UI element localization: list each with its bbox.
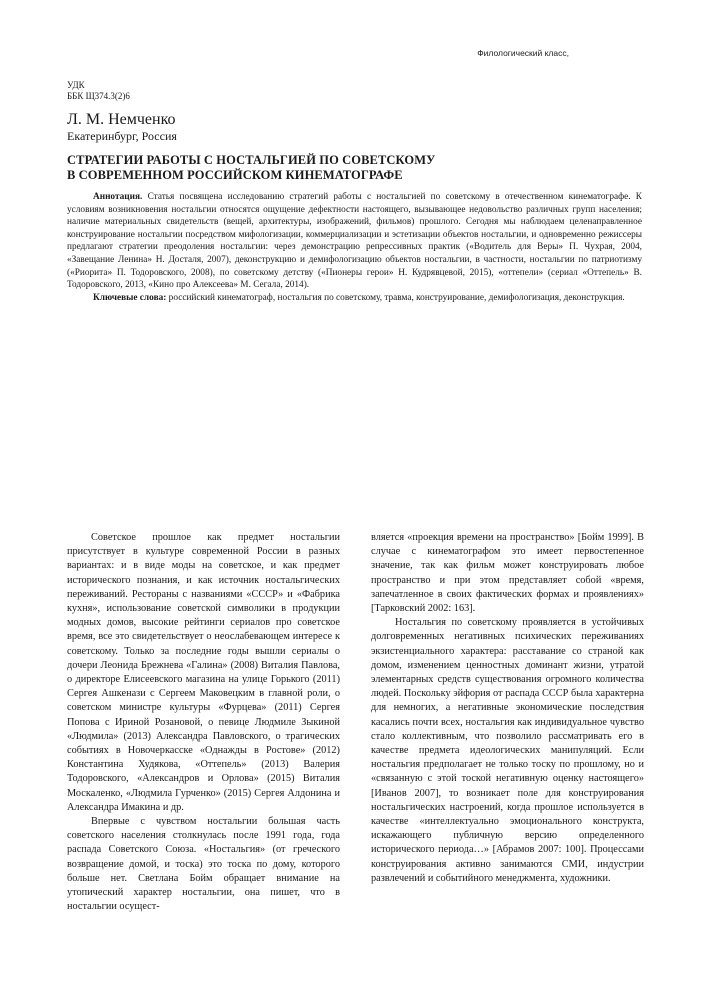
title-line-2: В СОВРЕМЕННОМ РОССИЙСКОМ КИНЕМАТОГРАФЕ	[67, 168, 403, 182]
author-name: Л. М. Немченко	[67, 111, 176, 128]
article-title	[67, 153, 647, 183]
keywords-label: Ключевые слова:	[93, 292, 167, 303]
running-head: Филологический класс,	[477, 48, 569, 58]
title-line-1: СТРАТЕГИИ РАБОТЫ С НОСТАЛЬГИЕЙ ПО СОВЕТСКОМУ	[67, 153, 436, 167]
abstract	[67, 191, 642, 292]
body-paragraph: Впервые с чувством ностальгии большая часть советского населения столкнулась после 1991 года, года распада Советского Союза. «Ностальгия» (от греческого возвращение домой, и тоска) это тоска по дому, которого больше нет. Светлана Бойм обращает внимание на утопический характер ностальгии, она пишет, что в ностальгии осущест-	[67, 816, 340, 913]
body-paragraph: Ностальгия по советскому проявляется в устойчивых долговременных негативных психических переживаниях экзистенциального характера: расставание со страной как домом, изменением ценностных доминант жизни, утратой элементарных средств существования огромного количества людей. Поскольку эйфория от распада СССР была характерна для немногих, а негативные экономические последствия касались почти всех, ностальгия как индивидуальное чувство стало коллективным, что позволило рассматривать его в качестве предмета идеологических манипуляций. Если ностальгия предполагает не только тоску по прошлому, но и «связанную с этой тоской негативную оценку настоящего» [Иванов 2007], то возникает поле для конструирования ностальгических настроений, когда прошлое используется в качестве «интеллектуально эмоционального конструкта, искажающего публичную версию определенного исторического периода…» [Абрамов 2007: 100]. Процессами конструирования активно занимаются СМИ, индустрии развлечений и событийного менеджмента, художники.	[371, 617, 644, 884]
udc-code: УДК	[67, 80, 85, 90]
body-column-left	[67, 531, 340, 914]
keywords-text: российский кинематограф, ностальгия по советскому, травма, конструирование, демифологизация, деконструкция.	[168, 292, 625, 303]
abstract-text: Статья посвящена исследованию стратегий работы с ностальгией по советскому в отечественном кинематографе. К условиям возникновения ностальгии относятся ощущение дефектности настоящего, вызывающее недовольство различных групп населения; наличие материальных свидетельств (вещей, архитектуры, изображений, фильмов) прошлого. Сегодня мы наблюдаем целенаправленное конструирование ностальгии посредством мифологизации, коммерциализации и эстетизации объектов ностальгии, и одновременно режиссеры предлагают стратегии преодоления ностальгии: через демонстрацию репрессивных практик («Водитель для Веры» П. Чухрая, 2004, «Завещание Ленина» Н. Досталя, 2007), деконструкцию и демифологизацию объектов ностальгии, в частности, ностальгии по патриотизму («Риорита» П. Тодоровского, 2008), по советскому детству («Пионеры герои» Н. Кудрявцевой, 2015), «оттепели» (сериал «Оттепель» В. Тодоровского, 2013, «Кино про Алексеева» М. Сегала, 2014).	[67, 192, 642, 291]
keywords	[67, 292, 642, 305]
abstract-block	[67, 191, 642, 304]
body-paragraph: Советское прошлое как предмет ностальгии присутствует в культуре современной России в разных вариантах: и в виде моды на советское, и как предмет исторического познания, и как источник ностальгических переживаний. Рестораны с названиями «СССР» и «Фабрика кухня», использование советской символики в продукции модных домов, высокие рейтинги сериалов про советское время, все это свидетельствует о неослабевающем интересе к советскому. Только за последние годы вышли сериалы о дочери Леонида Брежнева «Галина» (2008) Виталия Павлова, о директоре Елисеевского магазина на улице Горького (2011) Сергея Ашкенази с Сергеем Маковецким в главной роли, о советском министре культуры «Фурцева» (2011) Сергея Попова с Ириной Розановой, о певице Людмиле Зыкиной «Людмила» (2013) Александра Павловского, о трагических событиях в Новочеркасске «Однажды в Ростове» (2012) Константина Худякова, «Оттепель» (2013) Валерия Тодоровского, «Александров и Орлова» (2015) Виталия Москаленко, «Людмила Гурченко» (2015) Сергея Алдонина и Александра Имакина и др.	[67, 532, 340, 813]
author-city: Екатеринбург, Россия	[67, 129, 177, 143]
classification-codes	[67, 80, 130, 102]
bbk-code: ББК Щ374.3(2)6	[67, 91, 130, 101]
abstract-label: Аннотация.	[93, 192, 143, 202]
body-paragraph: вляется «проекция времени на пространство» [Бойм 1999]. В случае с кинематографом это имеет первостепенное значение, так как фильм может конструировать любое пространство и при этом представляет собой «время, запечатленное в своих фактических формах и проявлениях» [Тарковский 2002: 163].	[371, 532, 644, 615]
body-column-right	[371, 531, 644, 886]
